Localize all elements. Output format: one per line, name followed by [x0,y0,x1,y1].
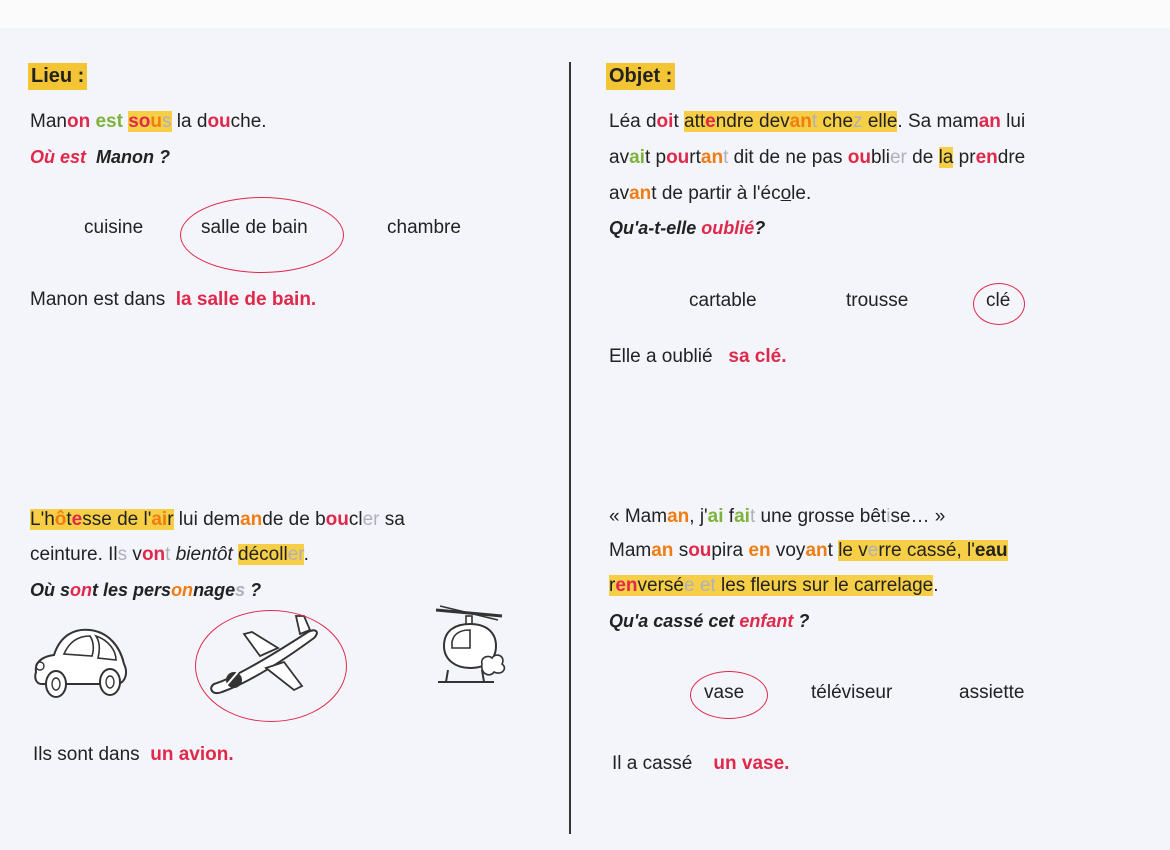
objet-ex2-answer: Il a cassé un vase. [612,753,790,774]
objet-ex1-question: Qu'a-t-elle oublié? [609,218,766,238]
choice-cartable: cartable [689,290,757,311]
helicopter-image [430,602,510,694]
answer-circle [973,283,1025,325]
lieu-ex1-answer: Manon est dans la salle de bain. [30,289,317,310]
choice-assiette: assiette [959,682,1025,703]
objet-ex2-line3: renversée et les fleurs sur le carrelage. [609,575,939,596]
objet-header: Objet : [606,63,675,90]
answer-circle [690,671,768,719]
lieu-ex2-answer: Ils sont dans un avion. [33,744,234,765]
answer-circle [195,610,347,722]
choice-televiseur: téléviseur [811,682,893,703]
objet-ex2-question: Qu'a cassé cet enfant ? [609,611,810,631]
answer-circle [180,197,344,273]
lieu-ex1-sentence: Manon est sous la douche. [30,111,267,132]
car-image [30,622,130,702]
choice-cuisine: cuisine [84,217,144,238]
objet-ex1-line3: avant de partir à l'école. [609,183,812,204]
choice-vase: vase [704,682,745,703]
choice-chambre: chambre [387,217,461,238]
objet-ex1-answer: Elle a oublié sa clé. [609,346,787,367]
lieu-ex2-question: Où sont les personnages ? [30,580,262,600]
lieu-ex1-question: Où est Manon ? [30,147,171,167]
choice-cle: clé [986,290,1011,311]
choice-salle-de-bain: salle de bain [201,217,308,238]
lieu-ex2-line1: L'hôtesse de l'air lui demande de boucler sa [30,509,405,530]
choice-trousse: trousse [846,290,909,311]
objet-ex2-line2: Maman soupira en voyant le verre cassé, l'eau [609,540,1008,561]
lieu-header: Lieu : [28,63,87,90]
objet-ex1-line1: Léa doit attendre devant chez elle. Sa maman lui [609,111,1026,132]
objet-ex1-line2: avait pourtant dit de ne pas oublier de la prendre [609,147,1026,168]
column-divider [569,62,571,834]
objet-ex2-line1: « Maman, j'ai fait une grosse bêtise… » [609,506,946,527]
lieu-ex2-line2: ceinture. Ils vont bientôt décoller. [30,544,309,565]
